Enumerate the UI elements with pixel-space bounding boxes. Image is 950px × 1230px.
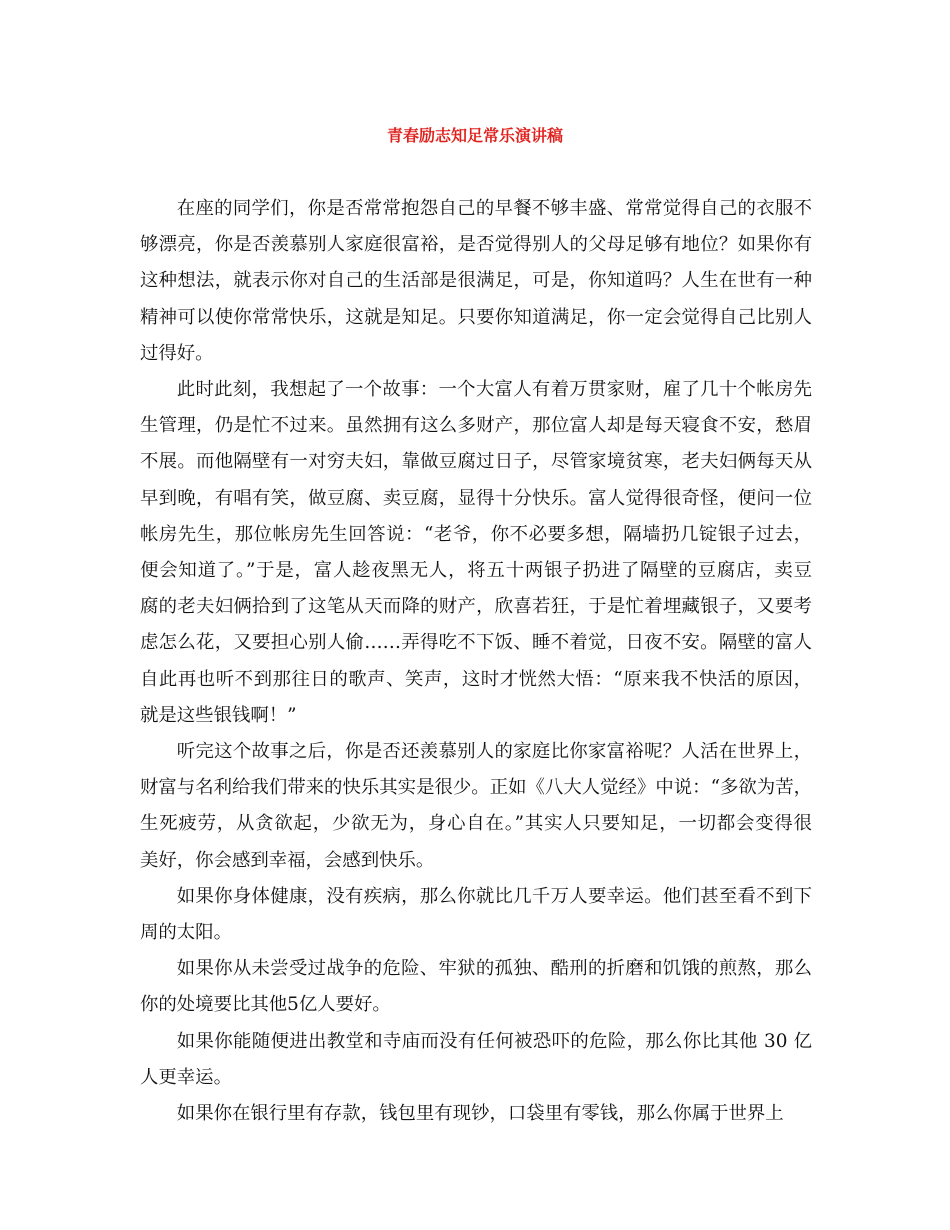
paragraph-line: 不展。而他隔壁有一对穷夫妇，靠做豆腐过日子，尽管家境贫寒，老夫妇俩每天从 xyxy=(140,451,812,473)
paragraph-line: 如果你身体健康，没有疾病，那么你就比几千万人要幸运。他们甚至看不到下 xyxy=(176,885,812,907)
paragraph-line: 够漂亮，你是否羡慕别人家庭很富裕，是否觉得别人的父母足够有地位？如果你有 xyxy=(140,234,812,256)
body-paragraph xyxy=(140,879,812,951)
body-paragraph xyxy=(140,191,812,372)
paragraph-line: 你的处境要比其他5亿人要好。 xyxy=(140,994,391,1016)
paragraph-line: 便会知道了。”于是，富人趁夜黑无人，将五十两银子扔进了隔壁的豆腐店，卖豆 xyxy=(140,560,812,582)
paragraph-line: 人更幸运。 xyxy=(140,1066,232,1088)
paragraph-line: 帐房先生，那位帐房先生回答说：“老爷，你不必要多想，隔墙扔几锭银子过去， xyxy=(140,523,812,545)
paragraph-line: 生死疲劳，从贪欲起，少欲无为，身心自在。”其实人只要知足，一切都会变得很 xyxy=(140,813,812,835)
paragraph-line: 虑怎么花，又要担心别人偷……弄得吃不下饭、睡不着觉，日夜不安。隔壁的富人 xyxy=(140,632,812,654)
paragraph-line: 生管理，仍是忙不过来。虽然拥有这么多财产，那位富人却是每天寝食不安，愁眉 xyxy=(140,415,812,437)
paragraph-line: 周的太阳。 xyxy=(140,922,232,944)
paragraph-line: 过得好。 xyxy=(140,342,214,364)
body-paragraph xyxy=(140,734,812,879)
paragraph-line: 如果你从未尝受过战争的危险、牢狱的孤独、酷刑的折磨和饥饿的煎熬，那么 xyxy=(176,958,812,980)
paragraph-line: 腐的老夫妇俩拾到了这笔从天而降的财产，欣喜若狂，于是忙着埋藏银子，又要考 xyxy=(140,596,812,618)
document-body xyxy=(140,191,812,1132)
paragraph-line: 美好，你会感到幸福，会感到快乐。 xyxy=(140,849,435,871)
paragraph-line: 自此再也听不到那往日的歌声、笑声，这时才恍然大悟：“原来我不快活的原因， xyxy=(140,668,812,690)
paragraph-line: 这种想法，就表示你对自己的生活部是很满足，可是，你知道吗？人生在世有一种 xyxy=(140,270,812,292)
paragraph-line: 财富与名利给我们带来的快乐其实是很少。正如《八大人觉经》中说：“多欲为苦， xyxy=(140,777,812,799)
paragraph-line: 如果你能随便进出教堂和寺庙而没有任何被恐吓的危险，那么你比其他 30 亿 xyxy=(176,1030,812,1052)
body-paragraph xyxy=(140,1096,812,1132)
paragraph-line: 早到晚，有唱有笑，做豆腐、卖豆腐，显得十分快乐。富人觉得很奇怪，便问一位 xyxy=(140,487,812,509)
paragraph-line: 此时此刻，我想起了一个故事：一个大富人有着万贯家财，雇了几十个帐房先 xyxy=(176,379,812,401)
paragraph-line: 在座的同学们，你是否常常抱怨自己的早餐不够丰盛、常常觉得自己的衣服不 xyxy=(176,198,812,219)
body-paragraph xyxy=(140,951,812,1023)
body-paragraph xyxy=(140,372,812,734)
body-paragraph xyxy=(140,1024,812,1096)
document-title: 青春励志知足常乐演讲稿 xyxy=(386,126,563,145)
paragraph-line: 如果你在银行里有存款，钱包里有现钞，口袋里有零钱，那么你属于世界上 xyxy=(176,1103,784,1125)
paragraph-line: 听完这个故事之后，你是否还羡慕别人的家庭比你家富裕呢？人活在世界上， xyxy=(176,741,812,763)
paragraph-line: 就是这些银钱啊！” xyxy=(140,704,297,726)
paragraph-line: 精神可以使你常常快乐，这就是知足。只要你知道满足，你一定会觉得自己比别人 xyxy=(140,306,812,328)
